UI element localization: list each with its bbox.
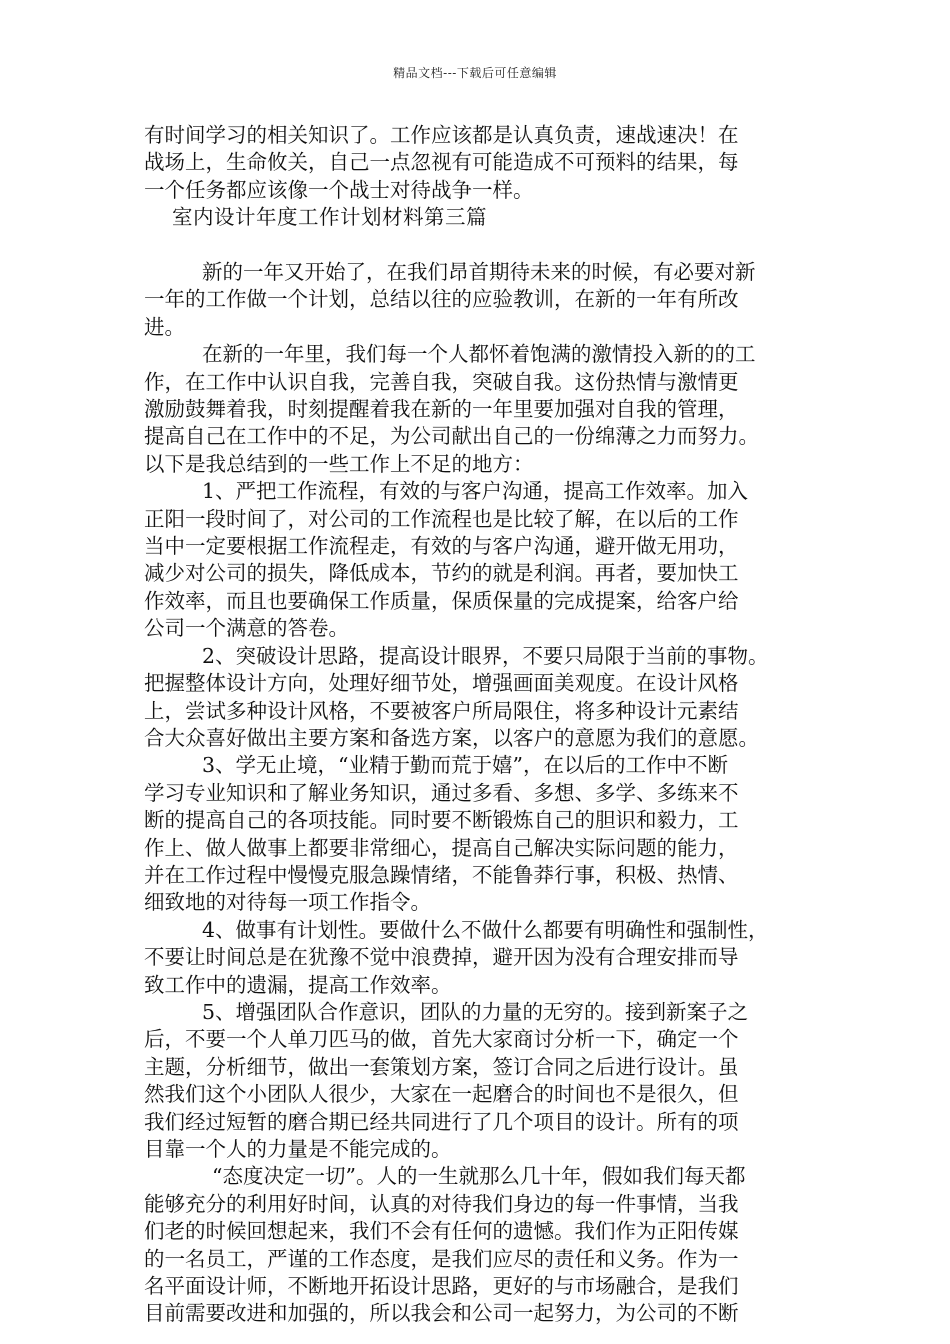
body-line: 当中一定要根据工作流程走，有效的与客户沟通，避开做无用功， [144, 534, 739, 559]
body-line: 并在工作过程中慢慢克服急躁情绪，不能鲁莽行事，积极、热情、 [144, 862, 739, 887]
paragraph-start: 2、突破设计思路，提高设计眼界，不要只局限于当前的事物。 [202, 643, 769, 668]
body-line: 细致地的对待每一项工作指令。 [144, 890, 431, 915]
body-line: 提高自己在工作中的不足，为公司献出自己的一份绵薄之力而努力。 [144, 424, 759, 449]
body-line: 主题，分析细节，做出一套策划方案，签订合同之后进行设计。虽 [144, 1054, 739, 1079]
body-line: 正阳一段时间了，对公司的工作流程也是比较了解，在以后的工作 [144, 506, 739, 531]
body-line: 名平面设计师，不断地开拓设计思路，更好的与市场融合，是我们 [144, 1274, 739, 1299]
body-line: 减少对公司的损失，降低成本，节约的就是利润。再者，要加快工 [144, 561, 739, 586]
body-line: 学习专业知识和了解业务知识，通过多看、多想、多学、多练来不 [144, 780, 739, 805]
paragraph-start: 新的一年又开始了，在我们昂首期待未来的时候，有必要对新 [202, 260, 756, 285]
body-line: 合大众喜好做出主要方案和备选方案，以客户的意愿为我们的意愿。 [144, 725, 759, 750]
paragraph-start: 1、严把工作流程，有效的与客户沟通，提高工作效率。加入 [202, 479, 749, 504]
body-line: 目靠一个人的力量是不能完成的。 [144, 1137, 452, 1162]
body-line: 一个任务都应该像一个战士对待战争一样。 [144, 177, 534, 202]
paragraph-start: 4、做事有计划性。要做什么不做什么都要有明确性和强制性， [202, 917, 769, 942]
document-body [144, 122, 808, 1328]
body-line: 一年的工作做一个计划，总结以往的应验教训，在新的一年有所改 [144, 287, 739, 312]
body-line: 进。 [144, 314, 185, 339]
body-line: 我们经过短暂的磨合期已经共同进行了几个项目的设计。所有的项 [144, 1109, 739, 1134]
body-line: 公司一个满意的答卷。 [144, 616, 349, 641]
body-line: 断的提高自己的各项技能。同时要不断锻炼自己的胆识和毅力，工 [144, 808, 739, 833]
body-line: 有时间学习的相关知识了。工作应该都是认真负责，速战速决！在 [144, 123, 739, 147]
paragraph-start: “态度决定一切”。人的一生就那么几十年，假如我们每天都 [212, 1164, 746, 1189]
body-line: 们老的时候回想起来，我们不会有任何的遗憾。我们作为正阳传媒 [144, 1219, 739, 1244]
body-line: 作效率，而且也要确保工作质量，保质保量的完成提案，给客户给 [144, 588, 739, 613]
body-line: 不要让时间总是在犹豫不觉中浪费掉，避开因为没有合理安排而导 [144, 945, 739, 970]
blank-line [144, 232, 808, 259]
body-line: 然我们这个小团队人很少，大家在一起磨合的时间也不是很久，但 [144, 1082, 739, 1107]
paragraph-start: 5、增强团队合作意识，团队的力量的无穷的。接到新案子之 [202, 999, 749, 1024]
body-line: 作上、做人做事上都要非常细心，提高自己解决实际问题的能力， [144, 835, 739, 860]
body-line: 的一名员工，严谨的工作态度，是我们应尽的责任和义务。作为一 [144, 1246, 739, 1271]
body-line: 把握整体设计方向，处理好细节处，增强画面美观度。在设计风格 [144, 671, 739, 696]
section-title: 室内设计年度工作计划材料第三篇 [172, 205, 487, 230]
body-line: 上，尝试多种设计风格，不要被客户所局限住，将多种设计元素结 [144, 698, 739, 723]
page-header: 精品文档---下载后可任意编辑 [393, 66, 557, 80]
body-line: 战场上，生命攸关，自己一点忽视有可能造成不可预料的结果，每 [144, 150, 739, 175]
paragraph-start: 在新的一年里，我们每一个人都怀着饱满的激情投入新的的工 [202, 342, 756, 367]
body-line: 以下是我总结到的一些工作上不足的地方： [144, 451, 534, 476]
body-line: 致工作中的遗漏，提高工作效率。 [144, 972, 452, 997]
paragraph-start: 3、学无止境，“业精于勤而荒于嬉”，在以后的工作中不断 [202, 753, 729, 778]
body-line: 能够充分的利用好时间，认真的对待我们身边的每一件事情，当我 [144, 1191, 739, 1216]
body-line: 作，在工作中认识自我，完善自我，突破自我。这份热情与激情更 [144, 369, 739, 394]
body-line: 目前需要改进和加强的，所以我会和公司一起努力，为公司的不断 [144, 1301, 739, 1326]
body-line: 后，不要一个人单刀匹马的做，首先大家商讨分析一下，确定一个 [144, 1027, 739, 1052]
body-line: 激励鼓舞着我，时刻提醒着我在新的一年里要加强对自我的管理， [144, 397, 739, 422]
